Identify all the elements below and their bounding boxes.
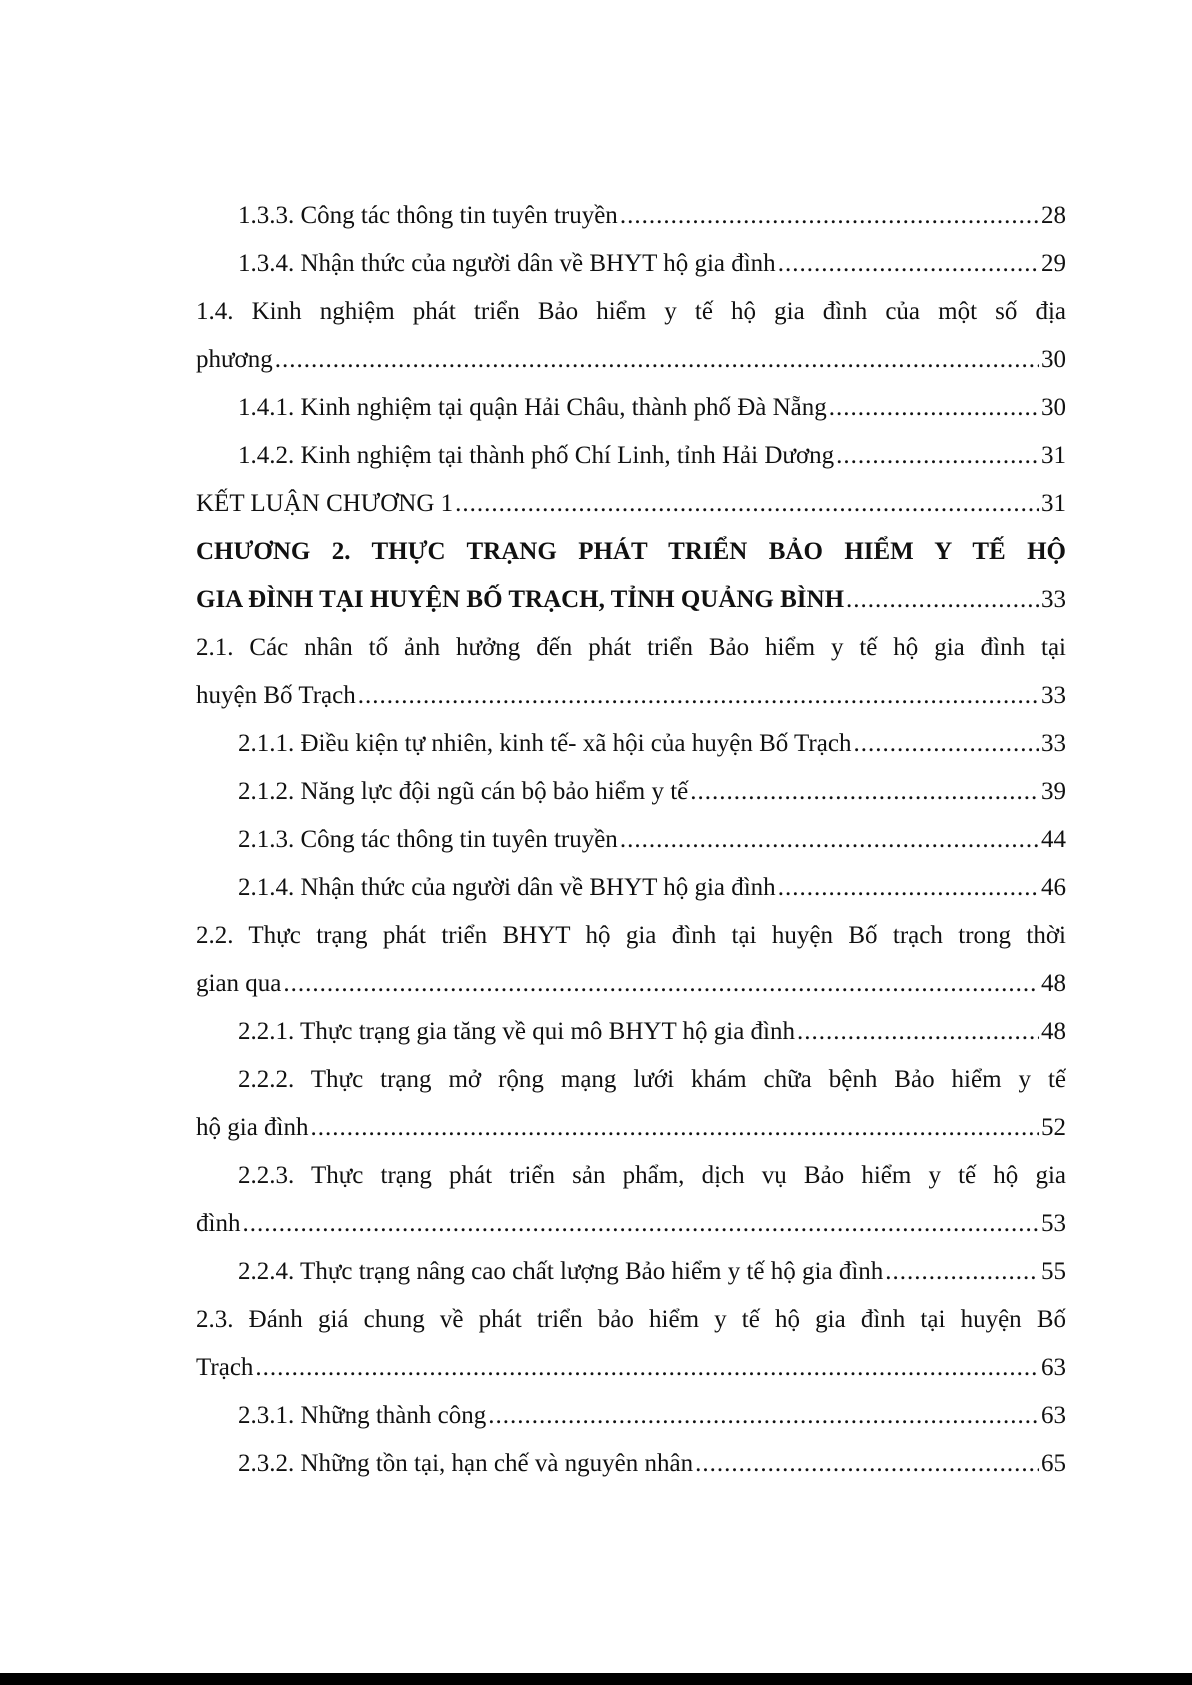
toc-entry[interactable]	[196, 432, 1066, 480]
dot-leader	[358, 672, 1039, 720]
toc-entry-title: Trạch	[196, 1354, 254, 1381]
toc-entry-line[interactable]: 2.2.3. Thực trạng phát triển sản phẩm, dịch vụ Bảo hiểm y tế hộ gia	[238, 1162, 1066, 1189]
dot-leader	[620, 192, 1039, 240]
toc-entry-title: hộ gia đình	[196, 1114, 309, 1141]
toc-entry[interactable]	[196, 720, 1066, 768]
toc-entry[interactable]	[196, 1392, 1066, 1440]
toc-entry[interactable]	[196, 864, 1066, 912]
toc-entry[interactable]	[196, 336, 1066, 384]
toc-entry-title: gian qua	[196, 970, 282, 997]
toc-entry[interactable]	[196, 192, 1066, 240]
toc-entry-title: 2.3.1. Những thành công	[238, 1402, 487, 1429]
toc-entry-title: 2.2.1. Thực trạng gia tăng về qui mô BHYT hộ gia đình	[238, 1018, 795, 1045]
toc-entry[interactable]	[196, 576, 1066, 624]
dot-leader	[797, 1008, 1039, 1056]
toc-page-number: 31	[1041, 442, 1066, 469]
toc-page-number: 44	[1041, 826, 1066, 853]
toc-entry-line[interactable]: 1.4. Kinh nghiệm phát triển Bảo hiểm y tế hộ gia đình của một số địa	[196, 298, 1066, 325]
toc-entry-line[interactable]: CHƯƠNG 2. THỰC TRẠNG PHÁT TRIỂN BẢO HIỂM Y TẾ HỘ	[196, 538, 1066, 565]
toc-entry-line[interactable]: 2.2. Thực trạng phát triển BHYT hộ gia đình tại huyện Bố trạch trong thời	[196, 922, 1066, 949]
dot-leader	[829, 384, 1039, 432]
toc-page-number: 63	[1041, 1402, 1066, 1429]
toc-page-number: 33	[1041, 586, 1066, 613]
toc-entry[interactable]	[196, 1200, 1066, 1248]
toc-entry[interactable]	[196, 480, 1066, 528]
dot-leader	[846, 576, 1039, 624]
toc-page-number: 46	[1041, 874, 1066, 901]
toc-entry-title: 1.3.4. Nhận thức của người dân về BHYT hộ gia đình	[238, 250, 776, 277]
dot-leader	[853, 720, 1039, 768]
dot-leader	[488, 1392, 1039, 1440]
toc-page-number: 28	[1041, 202, 1066, 229]
toc-entry-title: huyện Bố Trạch	[196, 682, 356, 709]
toc-page-number: 52	[1041, 1114, 1066, 1141]
dot-leader	[695, 1440, 1039, 1488]
dot-leader	[690, 768, 1039, 816]
dot-leader	[283, 960, 1039, 1008]
dot-leader	[275, 336, 1039, 384]
toc-entry[interactable]	[196, 672, 1066, 720]
dot-leader	[778, 240, 1039, 288]
dot-leader	[455, 480, 1039, 528]
toc-page-number: 29	[1041, 250, 1066, 277]
toc-page-number: 33	[1041, 682, 1066, 709]
dot-leader	[778, 864, 1039, 912]
toc-entry-line[interactable]: 2.1. Các nhân tố ảnh hưởng đến phát triển Bảo hiểm y tế hộ gia đình tại	[196, 634, 1066, 661]
toc-entry[interactable]	[196, 1008, 1066, 1056]
toc-page-number: 31	[1041, 490, 1066, 517]
toc-entry-title: phương	[196, 346, 273, 373]
toc-entry-title: GIA ĐÌNH TẠI HUYỆN BỐ TRẠCH, TỈNH QUẢNG BÌNH	[196, 586, 845, 613]
toc-entry-title: 2.1.2. Năng lực đội ngũ cán bộ bảo hiểm y tế	[238, 778, 689, 805]
toc-entry[interactable]	[196, 1344, 1066, 1392]
bottom-border	[0, 1673, 1192, 1685]
toc-entry-title: KẾT LUẬN CHƯƠNG 1	[196, 490, 454, 517]
toc-entry[interactable]	[196, 960, 1066, 1008]
toc-entry-title: 2.1.4. Nhận thức của người dân về BHYT hộ gia đình	[238, 874, 776, 901]
toc-page-number: 63	[1041, 1354, 1066, 1381]
toc-page-number: 30	[1041, 394, 1066, 421]
toc-page-number: 48	[1041, 1018, 1066, 1045]
toc-entry-title: 2.1.3. Công tác thông tin tuyên truyền	[238, 826, 618, 853]
toc-entry[interactable]	[196, 240, 1066, 288]
toc-entry-line[interactable]: 2.3. Đánh giá chung về phát triển bảo hiểm y tế hộ gia đình tại huyện Bố	[196, 1306, 1066, 1333]
dot-leader	[311, 1104, 1040, 1152]
toc-page-number: 30	[1041, 346, 1066, 373]
toc-page-number: 39	[1041, 778, 1066, 805]
toc-page-number: 33	[1041, 730, 1066, 757]
dot-leader	[885, 1248, 1039, 1296]
toc-page-number: 53	[1041, 1210, 1066, 1237]
toc-entry[interactable]	[196, 1104, 1066, 1152]
toc-page-number: 48	[1041, 970, 1066, 997]
toc-entry[interactable]	[196, 384, 1066, 432]
table-of-contents	[196, 192, 1066, 1488]
toc-entry-title: 2.3.2. Những tồn tại, hạn chế và nguyên nhân	[238, 1450, 694, 1477]
dot-leader	[620, 816, 1039, 864]
toc-entry-title: 2.2.4. Thực trạng nâng cao chất lượng Bảo hiểm y tế hộ gia đình	[238, 1258, 884, 1285]
toc-entry[interactable]	[196, 816, 1066, 864]
toc-entry-title: 2.1.1. Điều kiện tự nhiên, kinh tế- xã hội của huyện Bố Trạch	[238, 730, 852, 757]
toc-entry-title: 1.4.2. Kinh nghiệm tại thành phố Chí Linh, tỉnh Hải Dương	[238, 442, 835, 469]
dot-leader	[255, 1344, 1039, 1392]
dot-leader	[242, 1200, 1039, 1248]
toc-entry[interactable]	[196, 1248, 1066, 1296]
toc-entry[interactable]	[196, 1440, 1066, 1488]
toc-entry-title: đình	[196, 1210, 241, 1237]
toc-entry-line[interactable]: 2.2.2. Thực trạng mở rộng mạng lưới khám chữa bệnh Bảo hiểm y tế	[238, 1066, 1066, 1093]
toc-page-number: 55	[1041, 1258, 1066, 1285]
toc-entry-title: 1.3.3. Công tác thông tin tuyên truyền	[238, 202, 618, 229]
toc-page-number: 65	[1041, 1450, 1066, 1477]
dot-leader	[836, 432, 1039, 480]
toc-entry-title: 1.4.1. Kinh nghiệm tại quận Hải Châu, thành phố Đà Nẵng	[238, 394, 827, 421]
toc-entry[interactable]	[196, 768, 1066, 816]
